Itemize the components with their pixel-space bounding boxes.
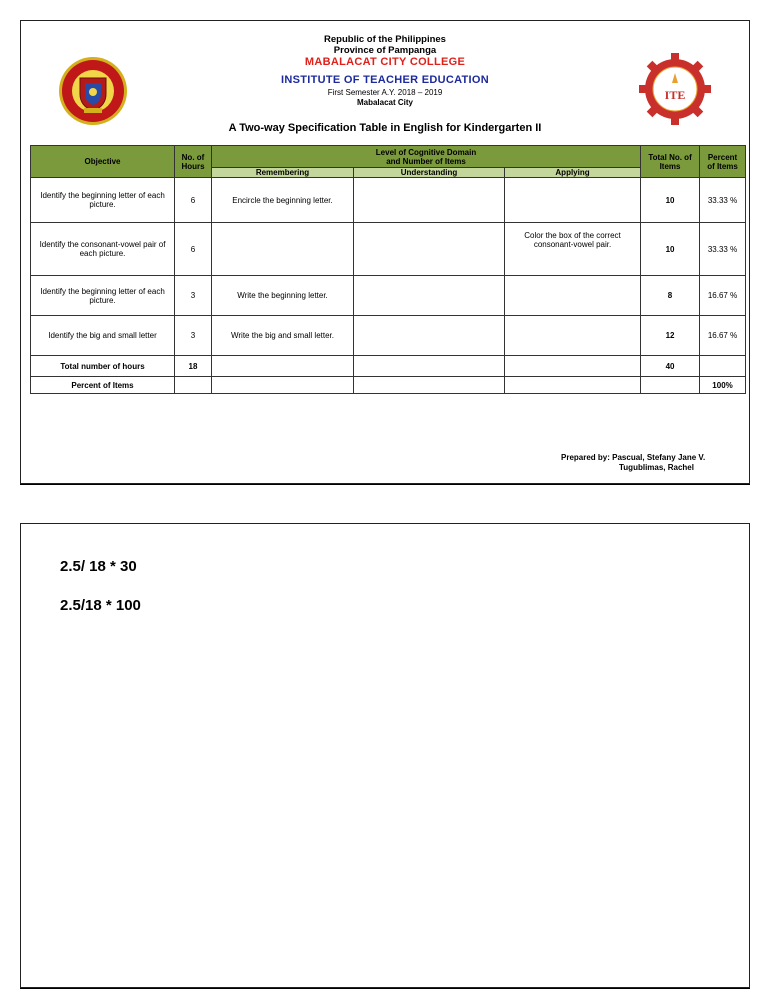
- cell-total: 10: [641, 223, 700, 276]
- header-hours: No. of Hours: [175, 146, 212, 178]
- cell-objective: Identify the consonant-vowel pair of each picture.: [31, 223, 175, 276]
- city-text: Mabalacat City: [356, 98, 414, 107]
- cell-hours: 6: [175, 223, 212, 276]
- slide-page-2: [20, 523, 750, 988]
- cell-total: 12: [641, 316, 700, 356]
- college-seal-logo: [58, 56, 128, 126]
- cell-remembering: Write the beginning letter.: [212, 276, 354, 316]
- header-objective: Objective: [31, 146, 175, 178]
- table-row: [31, 276, 746, 316]
- cell-understanding: [354, 316, 505, 356]
- cell-objective: Identify the beginning letter of each picture.: [31, 276, 175, 316]
- percent-row-label: Percent of Items: [31, 377, 175, 394]
- header-understanding: Understanding: [354, 168, 505, 178]
- total-row-label: Total number of hours: [31, 356, 175, 377]
- cell-remembering: Encircle the beginning letter.: [212, 178, 354, 223]
- cell-percent: 33.33 %: [700, 178, 746, 223]
- cell-applying: [505, 276, 641, 316]
- prepared-by-line1: Prepared by: Pascual, Stefany Jane V.: [561, 453, 706, 462]
- total-row-items: 40: [641, 356, 700, 377]
- total-row: [31, 356, 746, 377]
- college-name: MABALACAT CITY COLLEGE: [304, 56, 466, 68]
- cell-understanding: [354, 223, 505, 276]
- republic-text: Republic of the Philippines: [324, 34, 446, 45]
- cell-total: 10: [641, 178, 700, 223]
- cell-percent: 33.33 %: [700, 223, 746, 276]
- cell-understanding: [354, 276, 505, 316]
- header-cognitive-domain: [212, 146, 641, 168]
- cell-remembering: Write the big and small letter.: [212, 316, 354, 356]
- institute-name: INSTITUTE OF TEACHER EDUCATION: [280, 74, 489, 86]
- cell-understanding: [354, 178, 505, 223]
- cell-percent: 16.67 %: [700, 276, 746, 316]
- header-percent-items: Percent of Items: [700, 146, 746, 178]
- cell-total: 8: [641, 276, 700, 316]
- cell-remembering: [212, 223, 354, 276]
- semester-text: First Semester A.Y. 2018 – 2019: [327, 88, 443, 97]
- formula-1: 2.5/ 18 * 30: [60, 558, 137, 575]
- cell-applying: [505, 178, 641, 223]
- header-domain-line1: Level of Cognitive Domain: [375, 147, 477, 157]
- formula-2: 2.5/18 * 100: [60, 597, 141, 614]
- header-remembering: Remembering: [212, 168, 354, 178]
- cell-percent: 16.67 %: [700, 316, 746, 356]
- table-row: [31, 223, 746, 276]
- header-total-items: Total No. of Items: [641, 146, 700, 178]
- slide-page-1: [20, 20, 750, 484]
- specification-table: [30, 145, 746, 394]
- percent-row-value: 100%: [700, 377, 746, 394]
- cell-hours: 3: [175, 276, 212, 316]
- cell-hours: 6: [175, 178, 212, 223]
- header-applying: Applying: [505, 168, 641, 178]
- ite-gear-logo: [639, 53, 711, 125]
- cell-objective: Identify the big and small letter: [31, 316, 175, 356]
- cell-applying: Color the box of the correct consonant-vowel pair.: [505, 223, 641, 276]
- ite-logo-text: ITE: [664, 88, 686, 102]
- province-text: Province of Pampanga: [333, 45, 437, 56]
- header-domain-line2: and Number of Items: [386, 156, 466, 166]
- document-title: A Two-way Specification Table in English for Kindergarten II: [228, 122, 542, 134]
- total-row-hours: 18: [175, 356, 212, 377]
- percent-row: [31, 377, 746, 394]
- cell-hours: 3: [175, 316, 212, 356]
- table-row: [31, 178, 746, 223]
- table-row: [31, 316, 746, 356]
- cell-objective: Identify the beginning letter of each picture.: [31, 178, 175, 223]
- prepared-by-line2: Tugublimas, Rachel: [619, 463, 694, 472]
- cell-applying: [505, 316, 641, 356]
